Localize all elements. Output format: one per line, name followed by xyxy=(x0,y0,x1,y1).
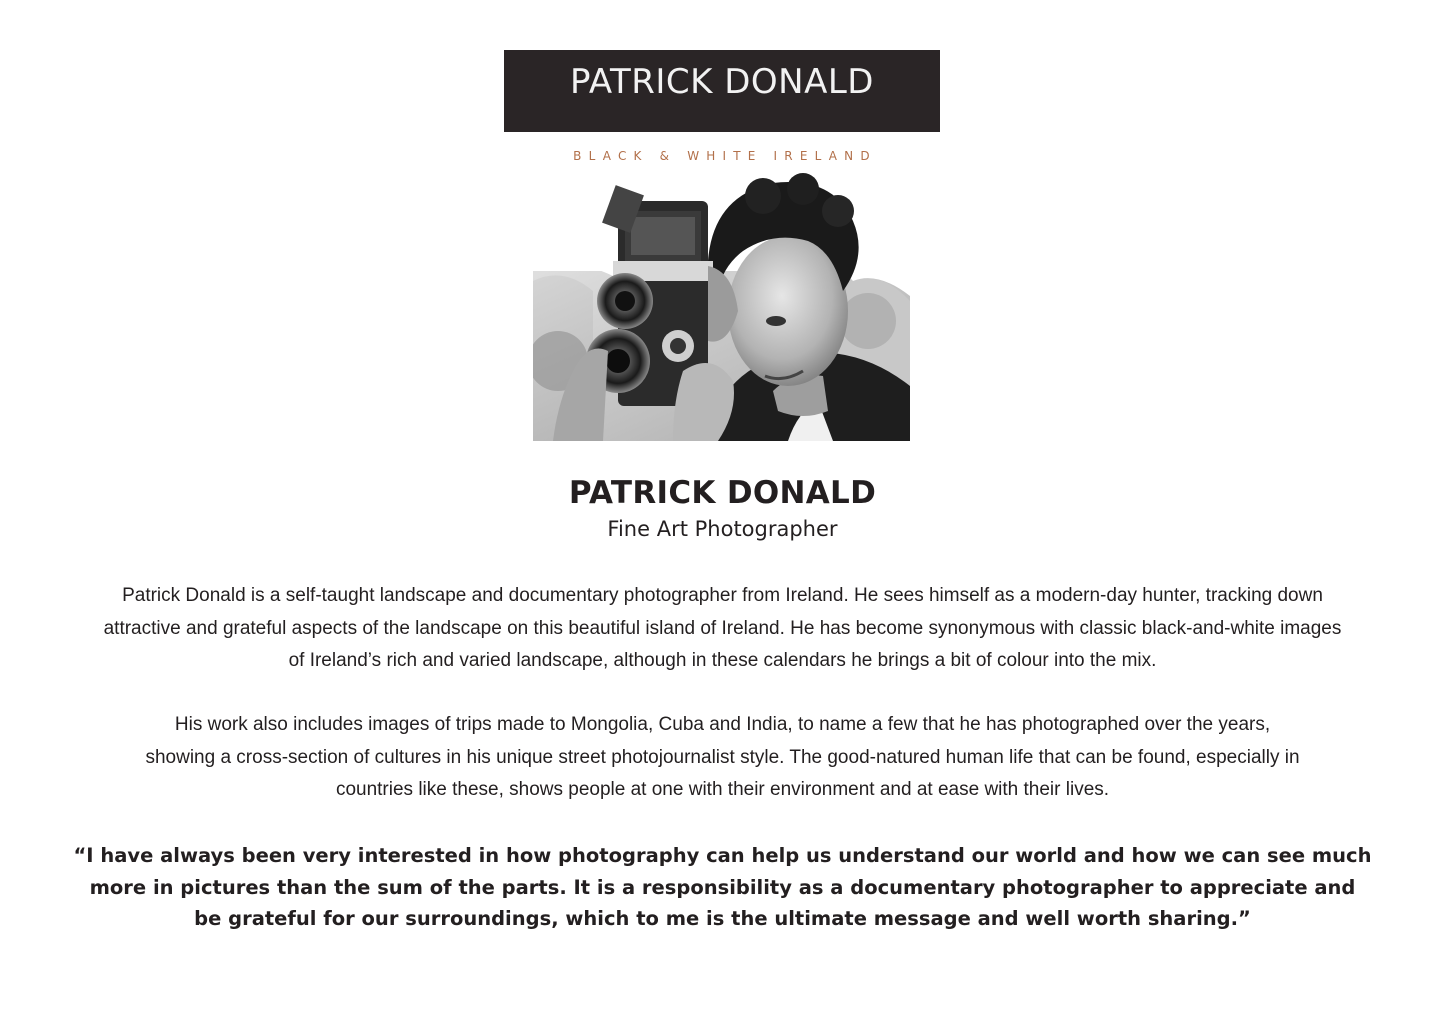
quote-line: more in pictures than the sum of the parts. It is a responsibility as a documentary photographer to appreciate and xyxy=(89,875,1356,899)
quote-line: be grateful for our surroundings, which to me is the ultimate message and well worth sharing.” xyxy=(194,907,1251,930)
bio-line: of Ireland’s rich and varied landscape, although in these calendars he brings a bit of colour into the mix. xyxy=(288,650,1157,671)
bio-paragraph-2 xyxy=(40,709,1405,807)
photographer-portrait-image xyxy=(533,171,910,441)
brand-logo xyxy=(504,50,940,163)
logo-title: PATRICK DONALD xyxy=(570,62,874,102)
photographer-name: PATRICK DONALD xyxy=(568,475,877,511)
quote-line: “I have always been very interested in how photography can help us understand our world and how we can see much xyxy=(73,844,1372,867)
bio-line: Patrick Donald is a self-taught landscape and documentary photographer from Ireland. He sees himself as a modern-day hunter, tracking down xyxy=(122,585,1323,606)
bio-line: His work also includes images of trips made to Mongolia, Cuba and India, to name a few that he has photographed over the years, xyxy=(174,714,1271,735)
bio-paragraph-1 xyxy=(40,580,1405,678)
bio-line: showing a cross-section of cultures in his unique street photojournalist style. The good-natured human life that can be found, especially in xyxy=(145,746,1300,768)
photographer-role: Fine Art Photographer xyxy=(607,517,838,541)
photographer-quote xyxy=(30,840,1415,935)
bio-line: attractive and grateful aspects of the landscape on this beautiful island of Ireland. He has become synonymous with classic black-and-white images xyxy=(103,617,1342,639)
bio-line: countries like these, shows people at one with their environment and at ease with their lives. xyxy=(335,779,1110,800)
logo-subtitle: BLACK & WHITE IRELAND xyxy=(573,149,877,163)
